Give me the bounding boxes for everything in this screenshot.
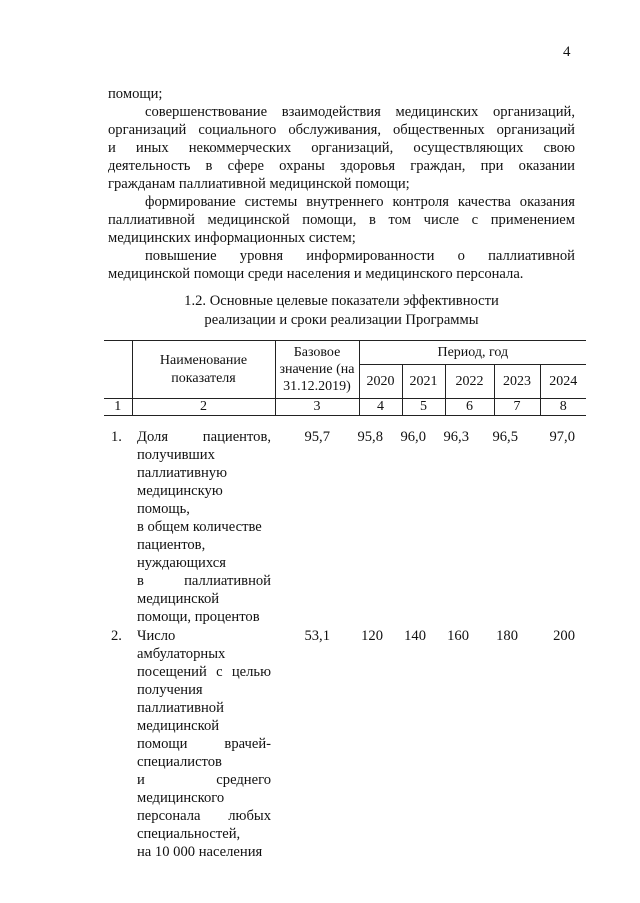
year-value: 180: [496, 628, 518, 644]
row-number: 1.: [111, 429, 122, 445]
header-cell-base: Базовое значение (на 31.12.2019): [275, 341, 359, 399]
header-cell-number: [104, 341, 132, 399]
column-number: 7: [494, 399, 540, 416]
paragraph-line: повышение уровня информированности о паллиативной: [145, 248, 575, 264]
year-value: 96,0: [400, 429, 426, 445]
year-value: 120: [361, 628, 383, 644]
section-heading: реализации и сроки реализации Программы: [204, 312, 479, 328]
paragraph-line: организаций социального обслуживания, общественных организаций: [108, 122, 575, 138]
header-cell-name: Наименование показателя: [132, 341, 275, 399]
base-value: 95,7: [304, 429, 330, 445]
row-number: 2.: [111, 628, 122, 644]
year-value: 96,3: [443, 429, 469, 445]
column-number: 2: [132, 399, 275, 416]
paragraph-line: медицинских информационных систем;: [108, 230, 356, 246]
paragraph-line: медицинской помощи среди населения и медицинского персонала.: [108, 266, 524, 282]
column-number: 4: [359, 399, 402, 416]
column-number: 6: [445, 399, 494, 416]
indicator-name: Число амбулаторных посещений с целью получения паллиативной медицинской помощи врачей- специалистов и среднего медицинского персонала любых специальностей, на 10 000 населения: [137, 628, 271, 860]
year-value: 200: [553, 628, 575, 644]
paragraph-line: деятельность в сфере охраны здоровья граждан, при оказании: [108, 158, 575, 174]
header-year: 2021: [402, 365, 445, 399]
year-value: 96,5: [492, 429, 518, 445]
page-number: 4: [563, 44, 571, 60]
year-value: 97,0: [549, 429, 575, 445]
indicators-table-header: [104, 340, 586, 416]
header-year: 2023: [494, 365, 540, 399]
header-year: 2020: [359, 365, 402, 399]
column-number: 3: [275, 399, 359, 416]
column-number: 8: [540, 399, 586, 416]
paragraph-line: и иных некоммерческих организаций, осуществляющих свою: [108, 140, 575, 156]
paragraph-line: паллиативной медицинской помощи, в том числе с применением: [108, 212, 575, 228]
paragraph-line: гражданам паллиативной медицинской помощи;: [108, 176, 410, 192]
header-year: 2024: [540, 365, 586, 399]
header-cell-period: Период, год: [359, 341, 586, 365]
base-value: 53,1: [304, 628, 330, 644]
indicator-name: Доля пациентов, получивших паллиативную медицинскую помощь, в общем количестве пациентов, нуждающихся в паллиативной медицинской помощи, процентов: [137, 429, 271, 625]
year-value: 160: [447, 628, 469, 644]
paragraph-line: помощи;: [108, 86, 163, 102]
paragraph-line: формирование системы внутреннего контроля качества оказания: [145, 194, 575, 210]
year-value: 95,8: [357, 429, 383, 445]
header-year: 2022: [445, 365, 494, 399]
column-number: 5: [402, 399, 445, 416]
year-value: 140: [404, 628, 426, 644]
section-heading: 1.2. Основные целевые показатели эффективности: [184, 293, 499, 309]
paragraph-line: совершенствование взаимодействия медицинских организаций,: [145, 104, 575, 120]
column-number: 1: [104, 399, 132, 416]
